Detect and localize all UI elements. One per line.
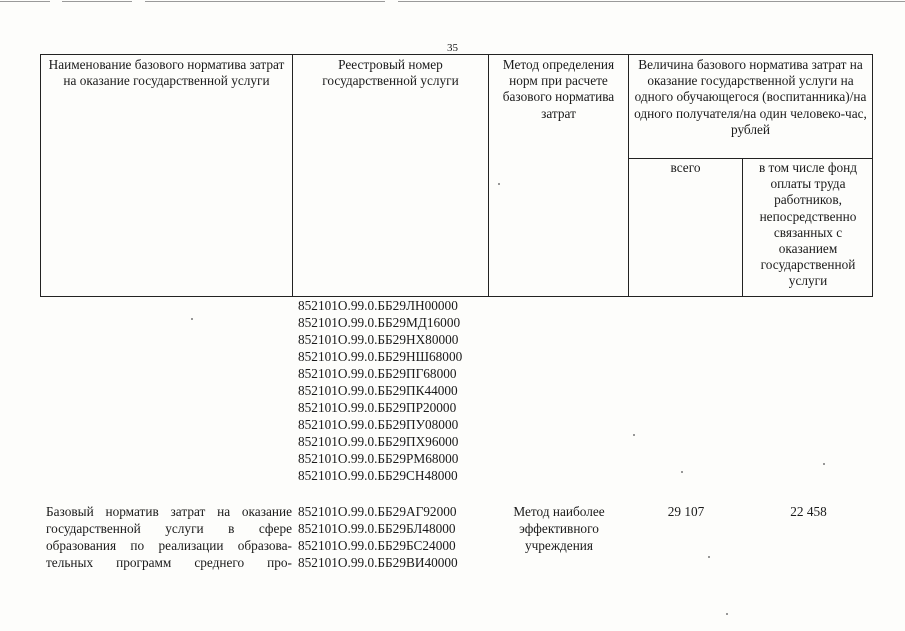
registry-code: 852101О.99.0.ББ29РМ68000	[298, 451, 459, 466]
row-method-line: Метод наиболее	[513, 504, 605, 519]
registry-code: 852101О.99.0.ББ29НШ68000	[298, 349, 463, 364]
registry-code: 852101О.99.0.ББ29БС24000	[298, 538, 456, 553]
registry-code: 852101О.99.0.ББ29НХ80000	[298, 332, 459, 347]
row-payroll-value: 22 458	[790, 504, 827, 519]
registry-code: 852101О.99.0.ББ29ЛН00000	[298, 298, 458, 313]
header-registry-number: Реестровый номер государственной услуги	[322, 57, 459, 89]
header-name: Наименование базового норматива затрат на оказание государственной услуги	[48, 57, 285, 89]
table-header	[40, 54, 873, 297]
header-method: Метод определения норм при расчете базового норматива затрат	[502, 57, 615, 121]
registry-code: 852101О.99.0.ББ29БЛ48000	[298, 521, 456, 536]
registry-code: 852101О.99.0.ББ29ПК44000	[298, 383, 458, 398]
registry-code: 852101О.99.0.ББ29АГ92000	[298, 504, 457, 519]
row-method-line: учреждения	[524, 538, 594, 553]
header-total: всего	[670, 160, 701, 175]
row-name-line: тельных программ среднего про-	[46, 555, 292, 570]
registry-code: 852101О.99.0.ББ29ВИ40000	[298, 555, 458, 570]
row-name-line: государственной услуги в сфере	[46, 521, 292, 536]
scan-top-edge	[0, 0, 905, 3]
header-payroll: в том числе фонд оплаты труда работников, непосредственно связанных с оказанием государственной услуги	[758, 160, 858, 289]
registry-code: 852101О.99.0.ББ29СН48000	[298, 468, 458, 483]
page-number: 35	[447, 42, 458, 54]
row-name-line: образования по реализации образова-	[46, 538, 292, 553]
row-total-value: 29 107	[667, 504, 705, 519]
registry-code: 852101О.99.0.ББ29ПУ08000	[298, 417, 459, 432]
row-name-line: Базовый норматив затрат на оказание	[46, 504, 292, 519]
header-norm-value: Величина базового норматива затрат на оказание государственной услуги на одного обучающегося (воспитанника)/на одного получателя/на один человеко-час, рублей	[634, 57, 867, 137]
registry-code: 852101О.99.0.ББ29МД16000	[298, 315, 461, 330]
registry-code: 852101О.99.0.ББ29ПР20000	[298, 400, 457, 415]
row-method-line: эффективного	[519, 521, 599, 536]
registry-code: 852101О.99.0.ББ29ПХ96000	[298, 434, 459, 449]
registry-code: 852101О.99.0.ББ29ПГ68000	[298, 366, 457, 381]
